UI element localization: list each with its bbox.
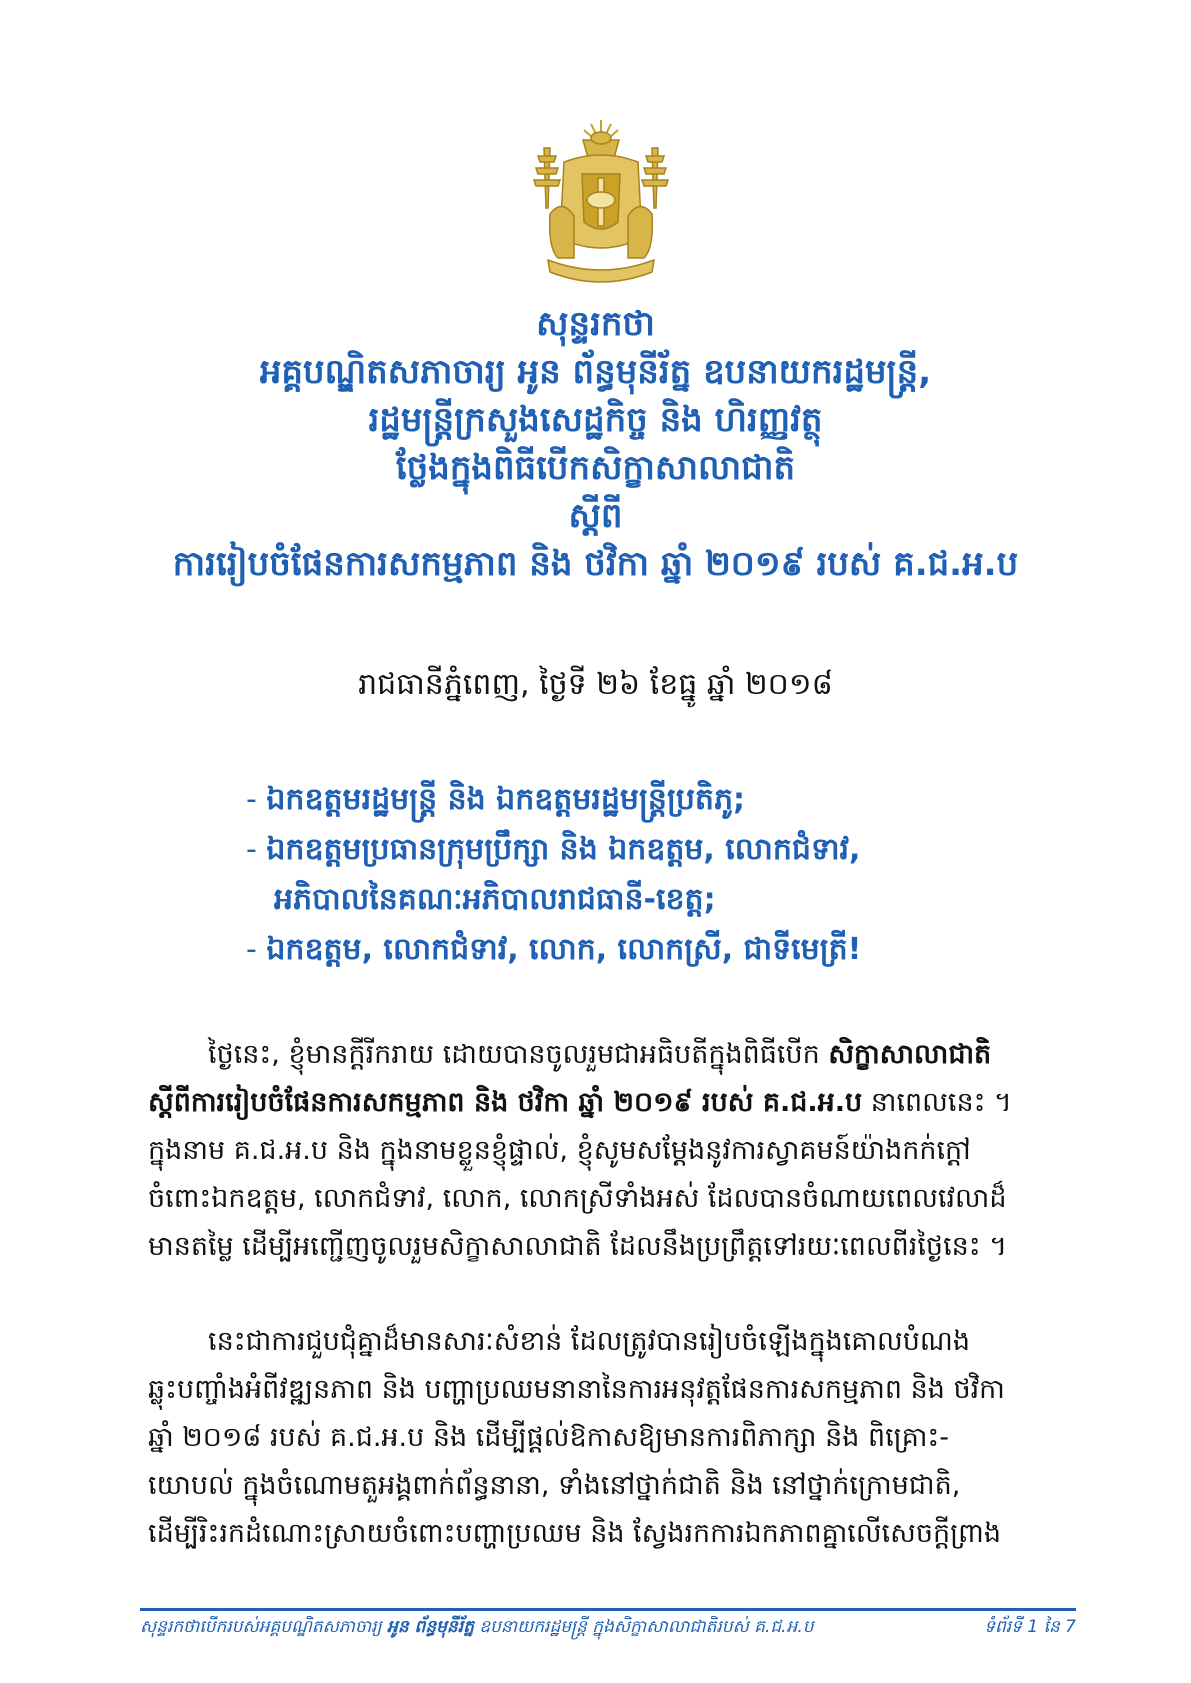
paragraph-line	[148, 1079, 1068, 1127]
salutation-text: ឯកឧត្តម, លោកជំទាវ, លោក, លោកស្រី, ជាទីមេត្រី!	[266, 932, 862, 967]
paragraph-line: យោបល់ ក្នុងចំណោមតួអង្គពាក់ព័ន្ធនានា, ទាំងនៅថ្នាក់ជាតិ និង នៅថ្នាក់ក្រោមជាតិ,	[148, 1470, 961, 1501]
paragraph-line: ដើម្បីរិះរកដំណោះស្រាយចំពោះបញ្ហាប្រឈម និង ស្វែងរកការឯកភាពគ្នាលើសេចក្តីព្រាង	[148, 1518, 1002, 1549]
paragraph-bold-text: សិក្ខាសាលាជាតិ	[828, 1039, 992, 1070]
title-line-occasion: ថ្លែងក្នុងពិធីបើកសិក្ខាសាលាជាតិ	[395, 448, 796, 488]
footer-speaker-name: អូន ព័ន្ធមុនីរ័ត្ន	[387, 1617, 474, 1637]
salutation-text: អភិបាលនៃគណៈអភិបាលរាជធានី-ខេត្ត;	[274, 882, 716, 917]
title-line-speech: សុន្ទរកថា	[536, 304, 655, 344]
page-number: ទំព័រទី 1 នៃ 7	[984, 1617, 1076, 1637]
paragraph-line: មានតម្លៃ ដើម្បីអញ្ជើញចូលរួមសិក្ខាសាលាជាតិ ដែលនឹងប្រព្រឹត្តទៅរយៈពេលពីរថ្ងៃនេះ ។	[148, 1231, 1008, 1262]
title-line-ministry: រដ្ឋមន្ត្រីក្រសួងសេដ្ឋកិច្ច និង ហិរញ្ញវត្ថុ	[368, 400, 823, 440]
body-paragraph-2	[148, 1318, 1068, 1558]
salutation-item	[246, 925, 1086, 975]
paragraph-line: ក្នុងនាម គ.ជ.អ.ប និង ក្នុងនាមខ្លួនខ្ញុំផ្ទាល់, ខ្ញុំសូមសម្តែងនូវការស្វាគមន៍យ៉ាងកក់ក្តៅ	[148, 1135, 971, 1166]
paragraph-bold-text: ស្តីពីការរៀបចំផែនការសកម្មភាព និង ថវិកា ឆ្នាំ ២០១៩ របស់ គ.ជ.អ.ប	[148, 1087, 863, 1118]
salutation-dash: -	[246, 932, 257, 967]
footer-divider	[140, 1608, 1076, 1611]
footer-caption	[140, 1616, 814, 1641]
paragraph-line: ឆ្លុះបញ្ចាំងអំពីវឌ្ឍនភាព និង បញ្ហាប្រឈមនានានៃការអនុវត្តផែនការសកម្មភាព និង ថវិកា	[148, 1374, 1005, 1405]
title-line-about: ស្តីពី	[568, 496, 623, 536]
paragraph-line: ឆ្នាំ ២០១៨ របស់ គ.ជ.អ.ប និង ដើម្បីផ្តល់ឱកាសឱ្យមានការពិភាក្សា និង ពិគ្រោះ-	[148, 1422, 950, 1453]
title-line-topic: ការរៀបចំផែនការសកម្មភាព និង ថវិកា ឆ្នាំ ២០១៩ របស់ គ.ជ.អ.ប	[172, 544, 1019, 584]
footer-text: ឧបនាយករដ្ឋមន្ត្រី ក្នុងសិក្ខាសាលាជាតិរបស់ គ.ជ.អ.ប	[473, 1617, 814, 1637]
salutation-item	[246, 775, 1086, 825]
salutation-text: ឯកឧត្តមរដ្ឋមន្ត្រី និង ឯកឧត្តមរដ្ឋមន្ត្រីប្រតិភូ;	[266, 782, 746, 817]
paragraph-line: នេះជាការជួបជុំគ្នាដ៏មានសារៈសំខាន់ ដែលត្រូវបានរៀបចំឡើងក្នុងគោលបំណង	[208, 1326, 970, 1357]
royal-arms-emblem	[528, 118, 674, 294]
salutation-dash: -	[246, 832, 257, 867]
speech-title-block	[100, 300, 1091, 588]
salutation-item-continued	[246, 875, 1086, 925]
body-paragraph-1	[148, 1031, 1068, 1271]
salutation-dash: -	[246, 782, 257, 817]
salutation-list	[246, 775, 1086, 975]
salutation-text: ឯកឧត្តមប្រធានក្រុមប្រឹក្សា និង ឯកឧត្តម, លោកជំទាវ,	[266, 832, 861, 867]
paragraph-text: ថ្ងៃនេះ, ខ្ញុំមានក្តីរីករាយ ដោយបានចូលរួមជាអធិបតីក្នុងពិធីបើក	[208, 1039, 829, 1070]
paragraph-line: ចំពោះឯកឧត្តម, លោកជំទាវ, លោក, លោកស្រីទាំងអស់ ដែលបានចំណាយពេលវេលាដ៏	[148, 1183, 1007, 1214]
paragraph-line	[148, 1031, 1068, 1079]
title-line-speaker: អគ្គបណ្ឌិតសភាចារ្យ អូន ព័ន្ធមុនីរ័ត្ន ឧបនាយករដ្ឋមន្ត្រី,	[259, 352, 932, 392]
date-line: រាជធានីភ្នំពេញ, ថ្ងៃទី ២៦ ខែធ្នូ ឆ្នាំ ២០១៨	[358, 667, 833, 702]
paragraph-text: នាពេលនេះ ។	[862, 1087, 1012, 1118]
footer-text: សុន្ទរកថាបើករបស់អគ្គបណ្ឌិតសភាចារ្យ	[140, 1617, 388, 1637]
salutation-item	[246, 825, 1086, 875]
